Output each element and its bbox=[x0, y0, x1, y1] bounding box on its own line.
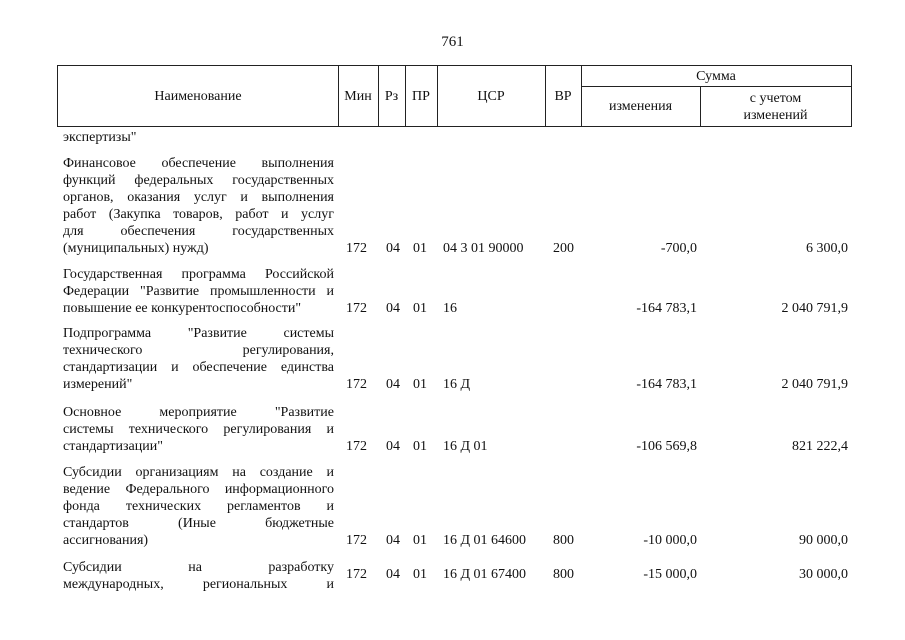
row-name: Финансовое обеспечение выполнения функций федеральных государственных органов, оказания услуг и выполнения работ (Закупка товаров, работ и услуг для обеспечения государственных (муниципальных) нужд) bbox=[63, 156, 334, 256]
page-number: 761 bbox=[441, 34, 464, 50]
row-pr: 01 bbox=[413, 377, 427, 392]
table-row bbox=[63, 404, 853, 455]
row-change: -164 783,1 bbox=[636, 377, 697, 392]
row-change: -10 000,0 bbox=[643, 533, 697, 548]
row-min: 172 bbox=[346, 567, 367, 582]
header-sum: Сумма bbox=[696, 69, 736, 84]
row-vr: 200 bbox=[553, 241, 574, 256]
table-header bbox=[57, 65, 852, 127]
row-csr: 04 3 01 90000 bbox=[443, 241, 524, 256]
row-csr: 16 bbox=[443, 301, 457, 316]
row-name: Государственная программа Российской Федерации "Развитие промышленности и повышение ее конкурентоспособности" bbox=[63, 267, 334, 316]
row-rz: 04 bbox=[386, 301, 400, 316]
table-row bbox=[63, 559, 853, 593]
row-name: Подпрограмма "Развитие системы технического регулирования, стандартизации и обеспечение единства измерений" bbox=[63, 326, 334, 392]
row-pr: 01 bbox=[413, 241, 427, 256]
header-changes: изменения bbox=[608, 99, 673, 114]
row-csr: 16 Д 01 bbox=[443, 439, 488, 454]
row-min: 172 bbox=[346, 533, 367, 548]
header-min: Мин bbox=[344, 89, 372, 104]
row-pr: 01 bbox=[413, 567, 427, 582]
header-rz: Рз bbox=[384, 89, 399, 104]
header-name: Наименование bbox=[154, 89, 242, 104]
header-with-changes: с учетом изменений bbox=[743, 91, 808, 123]
row-min: 172 bbox=[346, 241, 367, 256]
row-rz: 04 bbox=[386, 439, 400, 454]
row-pr: 01 bbox=[413, 439, 427, 454]
table-row bbox=[63, 129, 853, 146]
row-total: 6 300,0 bbox=[806, 241, 848, 256]
table-row bbox=[63, 155, 853, 257]
header-csr: ЦСР bbox=[477, 89, 505, 104]
row-csr: 16 Д 01 67400 bbox=[443, 567, 527, 582]
row-rz: 04 bbox=[386, 533, 400, 548]
row-min: 172 bbox=[346, 301, 367, 316]
row-change: -700,0 bbox=[660, 241, 697, 256]
row-vr: 800 bbox=[553, 567, 574, 582]
row-csr: 16 Д 01 64600 bbox=[443, 533, 527, 548]
header-pr: ПР bbox=[412, 89, 430, 104]
row-min: 172 bbox=[346, 439, 367, 454]
row-name: Основное мероприятие "Развитие системы технического регулирования и стандартизации" bbox=[63, 405, 334, 454]
table-row bbox=[63, 464, 853, 549]
row-rz: 04 bbox=[386, 567, 400, 582]
row-total: 2 040 791,9 bbox=[781, 301, 848, 316]
header-vr: ВР bbox=[554, 89, 572, 104]
row-total: 821 222,4 bbox=[792, 439, 848, 454]
row-name: экспертизы" bbox=[63, 130, 137, 145]
row-name: Субсидии организациям на создание и ведение Федерального информационного фонда технических регламентов и стандартов (Иные бюджетные ассигнования) bbox=[63, 465, 334, 548]
table-row bbox=[63, 266, 853, 317]
row-divider bbox=[581, 86, 851, 87]
table-row bbox=[63, 325, 853, 393]
row-pr: 01 bbox=[413, 533, 427, 548]
row-csr: 16 Д bbox=[443, 377, 471, 392]
row-total: 90 000,0 bbox=[799, 533, 848, 548]
row-total: 2 040 791,9 bbox=[781, 377, 848, 392]
row-vr: 800 bbox=[553, 533, 574, 548]
row-pr: 01 bbox=[413, 301, 427, 316]
row-rz: 04 bbox=[386, 377, 400, 392]
row-total: 30 000,0 bbox=[799, 567, 848, 582]
row-rz: 04 bbox=[386, 241, 400, 256]
row-change: -164 783,1 bbox=[636, 301, 697, 316]
row-min: 172 bbox=[346, 377, 367, 392]
row-change: -106 569,8 bbox=[636, 439, 697, 454]
row-name: Субсидии на разработку международных, региональных и bbox=[63, 560, 334, 592]
row-change: -15 000,0 bbox=[643, 567, 697, 582]
